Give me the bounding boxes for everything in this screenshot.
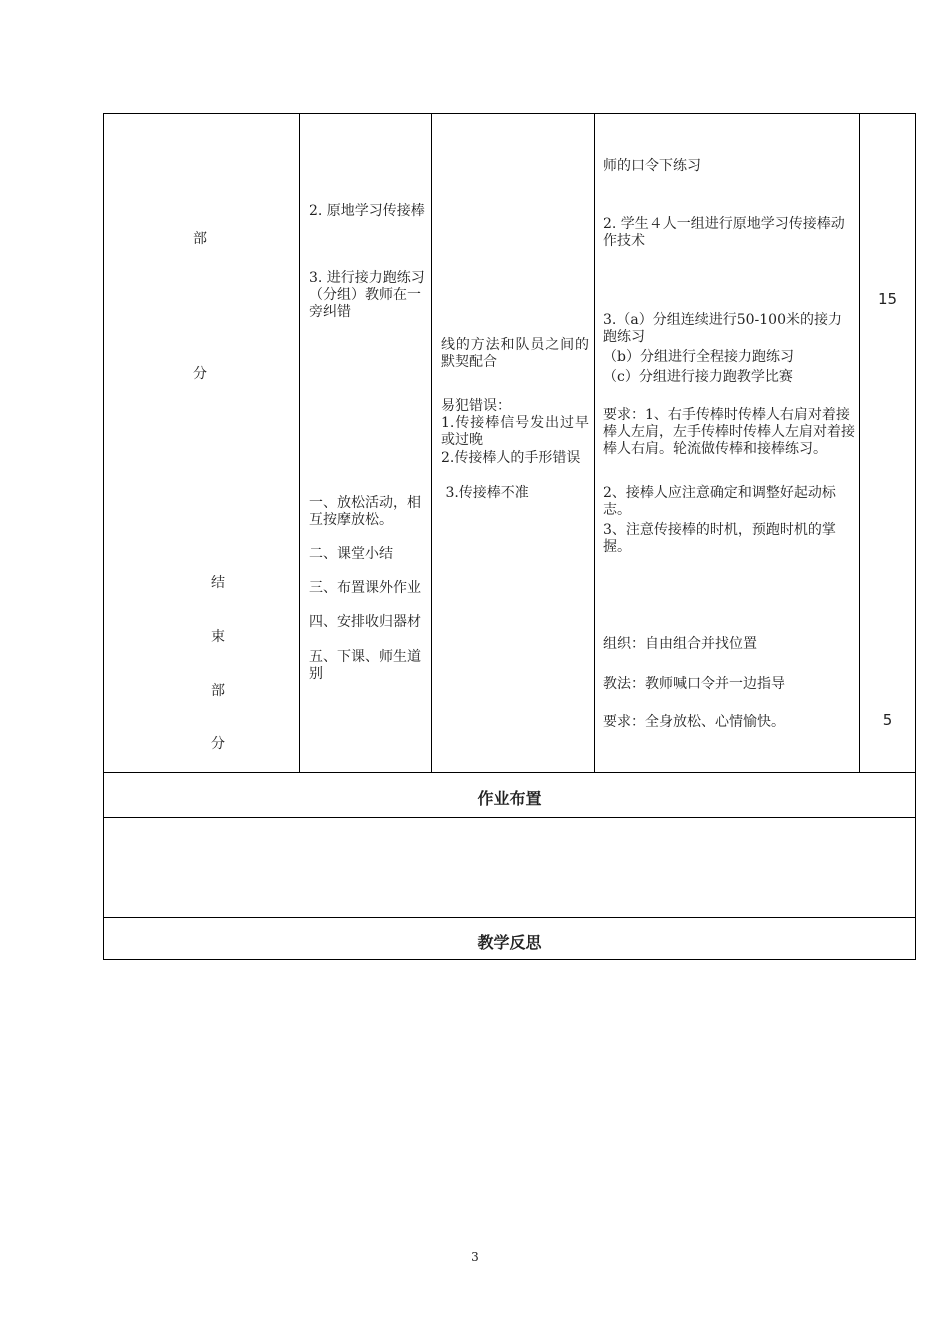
- requirement-text: 3、注意传接棒的时机，预跑时机的掌握。: [603, 522, 836, 555]
- section-label-char: 部: [193, 231, 207, 247]
- row-divider: [103, 772, 916, 773]
- content-item: 五、下课、师生道别: [309, 649, 421, 682]
- section-label-char: 分: [193, 366, 207, 382]
- teaching-method-text: 教法：教师喊口令并一边指导: [603, 676, 785, 692]
- section-label-char: 结: [211, 575, 225, 591]
- table-border-top: [103, 113, 916, 114]
- errors-title: 易犯错误：: [441, 398, 511, 414]
- column-divider: [431, 113, 432, 772]
- time-minutes: 5: [882, 711, 893, 729]
- reflection-header: 教学反思: [477, 933, 542, 952]
- time-minutes: 15: [877, 290, 898, 308]
- column-divider: [299, 113, 300, 772]
- content-item: 二、课堂小结: [309, 546, 393, 562]
- column-divider: [859, 113, 860, 772]
- requirement-text: 要求：1、右手传棒时传棒人右肩对着接棒人左肩，左手传棒时传棒人左肩对着接棒人右肩。轮流做传棒和接棒练习。: [603, 407, 855, 457]
- requirement-text: 要求：全身放松、心情愉快。: [603, 714, 785, 730]
- method-text: 2. 学生４人一组进行原地学习传接棒动作技术: [603, 216, 845, 249]
- content-item: 3. 进行接力跑练习（分组）教师在一旁纠错: [309, 270, 425, 320]
- content-item: 一、放松活动，相互按摩放松。: [309, 495, 421, 528]
- method-text: 3.（a）分组连续进行50-100米的接力跑练习: [603, 312, 842, 345]
- column-divider: [594, 113, 595, 772]
- table-border-left: [103, 113, 104, 960]
- lesson-plan-table: [103, 113, 916, 960]
- key-points: 线的方法和队员之间的默契配合: [441, 337, 589, 370]
- method-text: （b）分组进行全程接力跑练习: [603, 349, 794, 365]
- method-text: 师的口令下练习: [603, 158, 701, 174]
- homework-header: 作业布置: [477, 789, 542, 808]
- row-divider: [103, 817, 916, 818]
- requirement-text: 2、接棒人应注意确定和调整好起动标志。: [603, 485, 836, 518]
- page-number: 3: [471, 1250, 479, 1264]
- table-border-bottom: [103, 959, 916, 960]
- content-item: 四、安排收归器材: [309, 614, 421, 630]
- section-label-char: 分: [211, 736, 225, 752]
- error-item: 2.传接棒人的手形错误: [441, 450, 581, 466]
- section-label-char: 束: [211, 629, 225, 645]
- content-item: 2. 原地学习传接棒: [309, 203, 425, 219]
- content-item: 三、布置课外作业: [309, 580, 421, 596]
- error-item: 3.传接棒不准: [441, 485, 529, 501]
- error-item: 1.传接棒信号发出过早或过晚: [441, 415, 589, 448]
- organization-text: 组织：自由组合并找位置: [603, 636, 757, 652]
- section-label-char: 部: [211, 683, 225, 699]
- method-text: （c）分组进行接力跑教学比赛: [603, 369, 793, 385]
- table-border-right: [915, 113, 916, 960]
- row-divider: [103, 917, 916, 918]
